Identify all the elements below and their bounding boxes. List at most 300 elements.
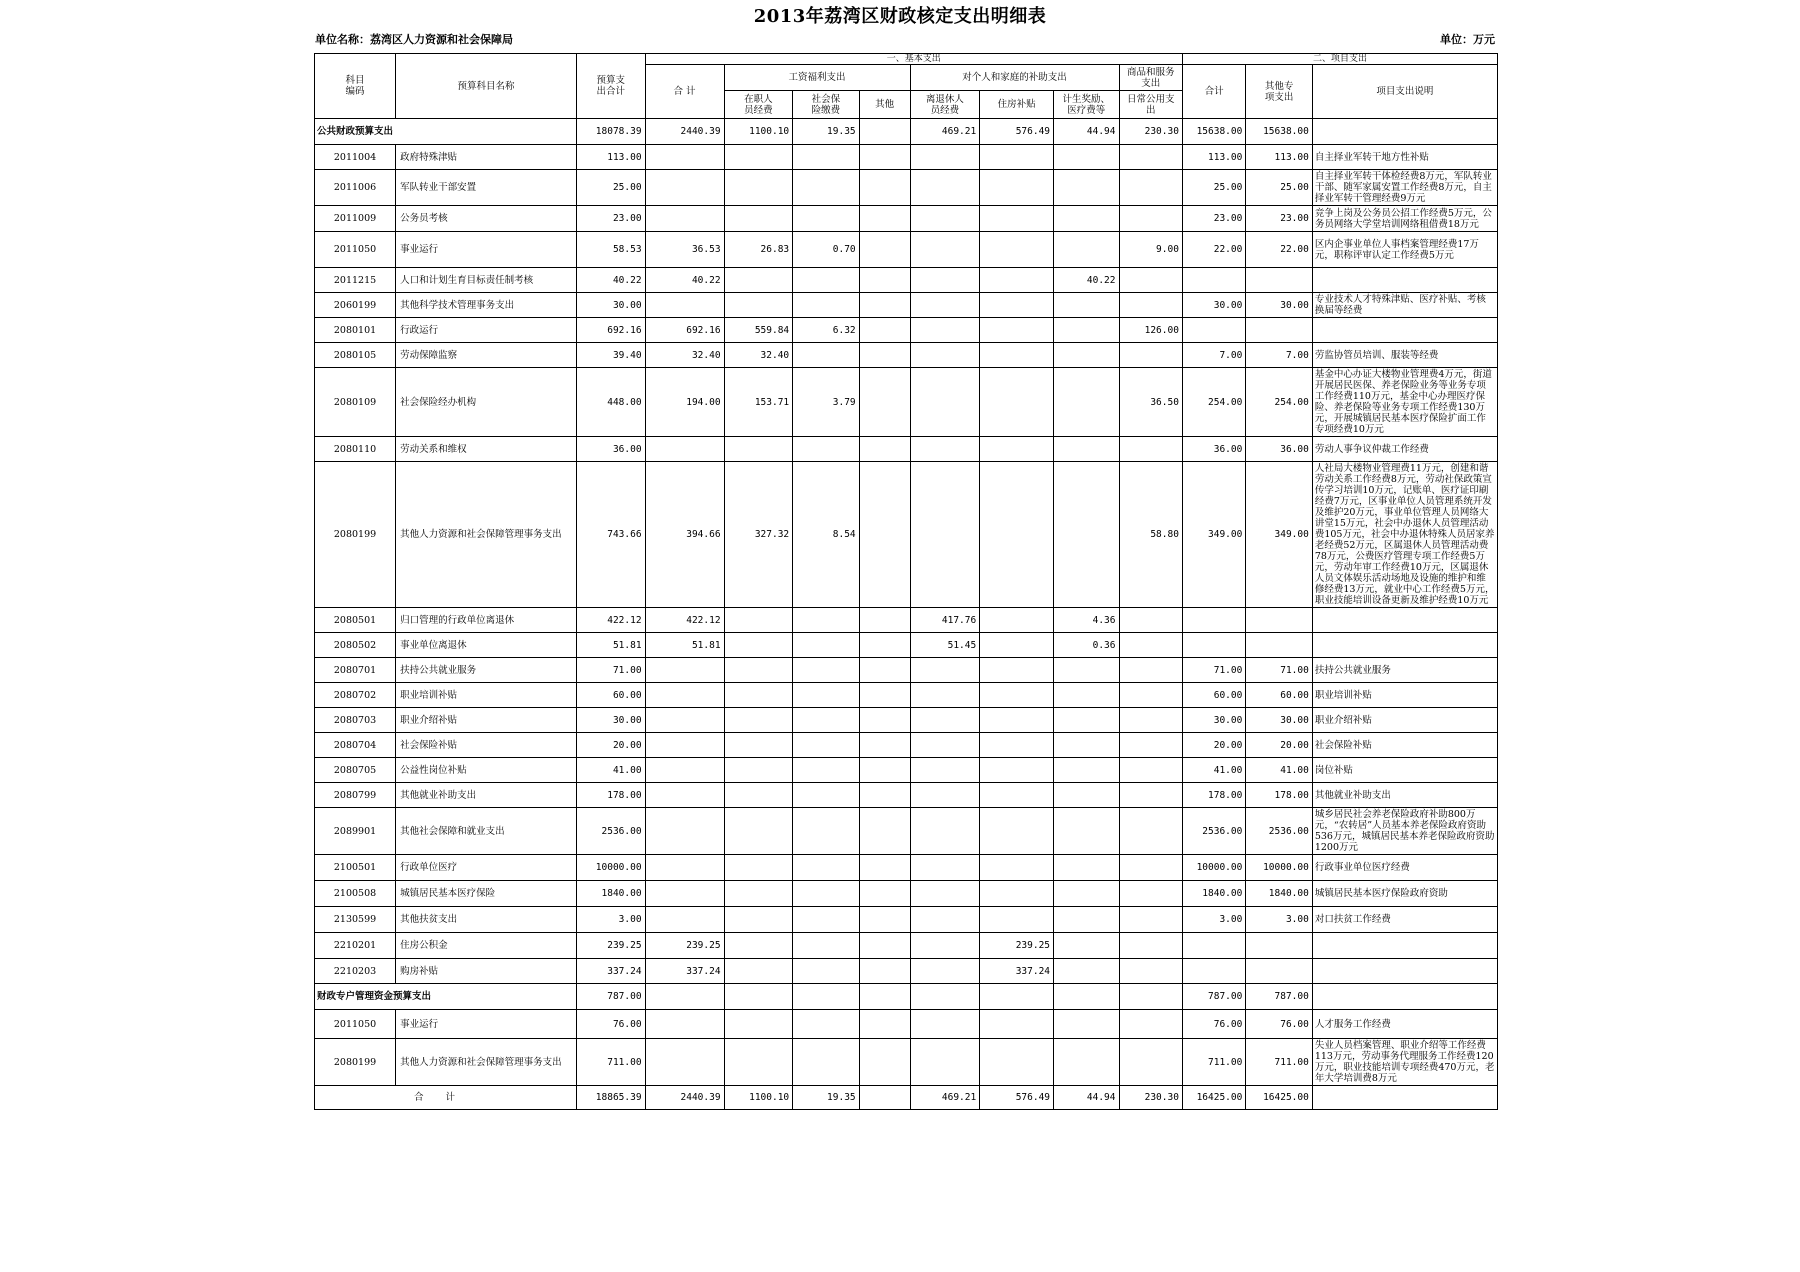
amount-cell [645,881,724,907]
amount-cell [910,462,980,608]
amount-cell [980,855,1054,881]
amount-cell [1054,783,1119,808]
table-row [315,959,1498,984]
amount-cell [910,907,980,933]
project-description-cell: 自主择业军转干体检经费8万元，军队转业干部、随军家属安置工作经费8万元，自主择业军转干管理经费9万元 [1312,170,1497,206]
subject-name: 购房补贴 [396,959,577,984]
amount-cell [724,658,793,683]
amount-cell: 113.00 [1182,145,1245,170]
project-description-cell [1312,984,1497,1010]
category-row [315,119,1498,145]
amount-cell: 422.12 [645,608,724,633]
subject-code: 2080105 [315,343,396,368]
amount-cell: 2536.00 [1182,808,1245,855]
amount-cell: 469.21 [910,119,980,145]
amount-cell [1119,783,1182,808]
amount-cell [645,437,724,462]
amount-cell [1119,633,1182,658]
subject-code: 2060199 [315,293,396,318]
amount-cell [645,206,724,232]
table-row [315,907,1498,933]
amount-cell [859,368,910,437]
amount-cell [859,1010,910,1039]
amount-cell: 16425.00 [1246,1086,1313,1110]
amount-cell [793,437,860,462]
table-row [315,343,1498,368]
amount-cell: 41.00 [576,758,645,783]
subject-name: 事业单位离退休 [396,633,577,658]
amount-cell [1246,933,1313,959]
amount-cell [910,343,980,368]
amount-cell: 559.84 [724,318,793,343]
amount-cell [793,683,860,708]
amount-cell: 18078.39 [576,119,645,145]
amount-cell: 51.81 [576,633,645,658]
amount-cell [910,268,980,293]
amount-cell [1119,170,1182,206]
subject-name: 其他扶贫支出 [396,907,577,933]
amount-cell [980,1039,1054,1086]
amount-cell: 23.00 [1182,206,1245,232]
amount-cell [859,984,910,1010]
subject-code: 2080199 [315,1039,396,1086]
table-row [315,437,1498,462]
amount-cell: 8.54 [793,462,860,608]
amount-cell: 2440.39 [645,119,724,145]
amount-cell [1119,437,1182,462]
amount-cell [724,1039,793,1086]
amount-cell [910,783,980,808]
amount-cell: 25.00 [1246,170,1313,206]
amount-cell [859,232,910,268]
amount-cell: 178.00 [576,783,645,808]
amount-cell [859,608,910,633]
amount-cell [910,758,980,783]
amount-cell: 3.00 [1246,907,1313,933]
table-row [315,708,1498,733]
project-description-cell: 职业培训补贴 [1312,683,1497,708]
amount-cell [724,959,793,984]
amount-cell: 71.00 [1182,658,1245,683]
project-description-cell: 岗位补贴 [1312,758,1497,783]
header-code: 科目 编码 [315,54,396,119]
project-description-cell: 城乡居民社会养老保险政府补助800万元，“农转居”人员基本养老保险政府资助536万元，城镇居民基本养老保险政府资助1200万元 [1312,808,1497,855]
amount-cell: 36.00 [1246,437,1313,462]
amount-cell [793,206,860,232]
subject-code: 2130599 [315,907,396,933]
amount-cell: 0.36 [1054,633,1119,658]
amount-cell: 1840.00 [576,881,645,907]
amount-cell: 40.22 [645,268,724,293]
project-description-cell: 人社局大楼物业管理费11万元，创建和谐劳动关系工作经费8万元，劳动社保政策宣传学习培训10万元，记账单、医疗证印刷经费7万元，区事业单位人员管理系统开发及维护20万元，事业单位管理人员网络大讲堂15万元，社会中办退休人员管理活动费105万元，社会中办退休特殊人员居家养老经费52万元，区属退休人员管理活动费78万元，公费医疗管理专项工作经费5万元，劳动年审工作经费10万元，区属退休人员文体娱乐活动场地及设施的维护和维修经费13万元，就业中心工作经费5万元，职业技能培训设备更新及维护经费10万元 [1312,462,1497,608]
amount-cell [859,268,910,293]
amount-cell [793,783,860,808]
amount-cell: 10000.00 [576,855,645,881]
project-description-cell: 行政事业单位医疗经费 [1312,855,1497,881]
amount-cell [724,933,793,959]
amount-cell [859,933,910,959]
header-project-other: 其他专 项支出 [1246,65,1313,119]
amount-cell [1246,268,1313,293]
amount-cell: 44.94 [1054,119,1119,145]
amount-cell: 787.00 [576,984,645,1010]
amount-cell [910,959,980,984]
subject-code: 2080501 [315,608,396,633]
subject-code: 2080502 [315,633,396,658]
amount-cell [645,984,724,1010]
amount-cell [859,959,910,984]
amount-cell [724,170,793,206]
amount-cell [724,758,793,783]
amount-cell [1119,608,1182,633]
project-description-cell [1312,633,1497,658]
table-row [315,293,1498,318]
amount-cell [859,437,910,462]
amount-cell: 7.00 [1182,343,1245,368]
subject-name: 政府特殊津贴 [396,145,577,170]
amount-cell [793,1039,860,1086]
amount-cell [793,293,860,318]
amount-cell [1119,907,1182,933]
amount-cell [1119,758,1182,783]
project-description-cell: 人才服务工作经费 [1312,1010,1497,1039]
project-description-cell: 城镇居民基本医疗保险政府资助 [1312,881,1497,907]
subject-name: 扶持公共就业服务 [396,658,577,683]
amount-cell [980,733,1054,758]
amount-cell: 76.00 [1246,1010,1313,1039]
amount-cell [910,206,980,232]
table-row [315,683,1498,708]
amount-cell: 469.21 [910,1086,980,1110]
amount-cell [1246,608,1313,633]
amount-cell [793,658,860,683]
subject-name: 事业运行 [396,232,577,268]
amount-cell [980,758,1054,783]
amount-cell [1182,268,1245,293]
amount-cell [859,783,910,808]
header-staff-cost: 在职人 员经费 [724,91,793,119]
subject-name: 其他科学技术管理事务支出 [396,293,577,318]
amount-cell [910,808,980,855]
project-description-cell [1312,119,1497,145]
amount-cell: 39.40 [576,343,645,368]
table-row [315,268,1498,293]
project-description-cell: 扶持公共就业服务 [1312,658,1497,683]
amount-cell [859,170,910,206]
subject-name: 公务员考核 [396,206,577,232]
amount-cell [645,733,724,758]
subject-code: 2080199 [315,462,396,608]
header-project-sum: 合计 [1182,65,1245,119]
amount-cell [910,170,980,206]
subject-code: 2080702 [315,683,396,708]
amount-cell [910,1039,980,1086]
project-description-cell: 基金中心办证大楼物业管理费4万元，街道开展居民医保、养老保险业务等业务专项工作经费110万元，基金中心办理医疗保险、养老保险等业务专项工作经费130万元，开展城镇居民基本医疗保险扩面工作专项经费10万元 [1312,368,1497,437]
amount-cell: 448.00 [576,368,645,437]
amount-cell: 1840.00 [1246,881,1313,907]
amount-cell: 3.00 [576,907,645,933]
header-social-insurance: 社会保 险缴费 [793,91,860,119]
amount-cell [724,1010,793,1039]
amount-cell: 22.00 [1246,232,1313,268]
table-row [315,658,1498,683]
header-other: 其他 [859,91,910,119]
amount-cell [980,170,1054,206]
amount-cell: 422.12 [576,608,645,633]
subject-code: 2080701 [315,658,396,683]
table-row [315,170,1498,206]
amount-cell: 126.00 [1119,318,1182,343]
subject-code: 2080109 [315,368,396,437]
amount-cell: 60.00 [1182,683,1245,708]
header-daily-public: 日常公用支 出 [1119,91,1182,119]
amount-cell: 15638.00 [1182,119,1245,145]
amount-cell: 2536.00 [576,808,645,855]
amount-cell [724,145,793,170]
category-label: 公共财政预算支出 [315,119,577,145]
amount-cell: 113.00 [1246,145,1313,170]
amount-cell [1054,232,1119,268]
amount-cell [910,368,980,437]
subject-code: 2080799 [315,783,396,808]
subject-code: 2011006 [315,170,396,206]
amount-cell [724,881,793,907]
amount-cell [1119,733,1182,758]
amount-cell [1182,933,1245,959]
amount-cell [980,783,1054,808]
amount-cell: 4.36 [1054,608,1119,633]
header-name: 预算科目名称 [396,54,577,119]
amount-cell [1119,343,1182,368]
subject-name: 职业培训补贴 [396,683,577,708]
amount-cell [980,318,1054,343]
table-row [315,368,1498,437]
amount-cell [724,206,793,232]
header-retiree-cost: 离退休人 员经费 [910,91,980,119]
amount-cell: 0.70 [793,232,860,268]
amount-cell [1054,343,1119,368]
amount-cell [1119,808,1182,855]
amount-cell: 20.00 [1246,733,1313,758]
project-description-cell: 劳监协管员培训、服装等经费 [1312,343,1497,368]
amount-cell [1182,318,1245,343]
amount-cell [793,733,860,758]
table-row [315,608,1498,633]
amount-cell [859,808,910,855]
amount-cell [910,318,980,343]
amount-cell [1119,145,1182,170]
amount-cell: 19.35 [793,119,860,145]
project-description-cell: 其他就业补助支出 [1312,783,1497,808]
amount-cell [1182,608,1245,633]
header-goods-services: 商品和服务 支出 [1119,65,1182,91]
amount-cell [793,268,860,293]
amount-cell: 239.25 [645,933,724,959]
amount-cell [1054,437,1119,462]
project-description-cell: 对口扶贫工作经费 [1312,907,1497,933]
subject-name: 其他就业补助支出 [396,783,577,808]
amount-cell: 178.00 [1182,783,1245,808]
amount-cell [1119,855,1182,881]
amount-cell [1119,708,1182,733]
amount-cell: 58.80 [1119,462,1182,608]
amount-cell: 692.16 [645,318,724,343]
amount-cell [1182,633,1245,658]
amount-cell [1119,959,1182,984]
amount-cell: 60.00 [576,683,645,708]
amount-cell [910,733,980,758]
amount-cell [859,318,910,343]
amount-cell: 23.00 [1246,206,1313,232]
amount-cell [645,1010,724,1039]
amount-cell [793,1010,860,1039]
project-description-cell [1312,608,1497,633]
subject-name: 其他人力资源和社会保障管理事务支出 [396,1039,577,1086]
amount-cell [793,855,860,881]
amount-cell [724,708,793,733]
amount-cell [859,633,910,658]
amount-cell: 76.00 [1182,1010,1245,1039]
amount-cell [1054,959,1119,984]
amount-cell [724,907,793,933]
subject-code: 2210203 [315,959,396,984]
subject-name: 归口管理的行政单位离退休 [396,608,577,633]
subject-name: 事业运行 [396,1010,577,1039]
amount-cell [645,1039,724,1086]
table-row [315,145,1498,170]
amount-cell [1054,808,1119,855]
amount-cell: 51.81 [645,633,724,658]
amount-cell [1054,1039,1119,1086]
amount-cell [1119,268,1182,293]
subject-code: 2011004 [315,145,396,170]
amount-cell [980,984,1054,1010]
amount-cell [1054,984,1119,1010]
amount-cell [724,808,793,855]
amount-cell [724,733,793,758]
amount-cell [859,1039,910,1086]
subject-code: 2080101 [315,318,396,343]
amount-cell [645,658,724,683]
amount-cell [1119,683,1182,708]
subject-name: 人口和计划生育目标责任制考核 [396,268,577,293]
amount-cell [980,808,1054,855]
amount-cell [980,683,1054,708]
amount-cell: 18865.39 [576,1086,645,1110]
amount-cell [910,232,980,268]
table-row [315,758,1498,783]
amount-cell [793,758,860,783]
amount-cell [645,145,724,170]
amount-cell [1182,959,1245,984]
amount-cell: 743.66 [576,462,645,608]
header-family-planning: 计生奖励、 医疗费等 [1054,91,1119,119]
amount-cell: 337.24 [645,959,724,984]
amount-cell [980,881,1054,907]
amount-cell: 58.53 [576,232,645,268]
amount-cell: 230.30 [1119,119,1182,145]
amount-cell: 178.00 [1246,783,1313,808]
header-basic-sum: 合 计 [645,65,724,119]
amount-cell: 113.00 [576,145,645,170]
amount-cell: 30.00 [1246,708,1313,733]
amount-cell: 711.00 [1182,1039,1245,1086]
table-row [315,232,1498,268]
amount-cell: 692.16 [576,318,645,343]
amount-cell [859,758,910,783]
amount-cell [724,268,793,293]
amount-cell: 6.32 [793,318,860,343]
amount-cell: 254.00 [1246,368,1313,437]
amount-cell [910,855,980,881]
amount-cell [980,658,1054,683]
amount-cell [724,855,793,881]
amount-cell [724,608,793,633]
amount-cell [859,733,910,758]
project-description-cell [1312,318,1497,343]
subject-code: 2011215 [315,268,396,293]
amount-cell [910,293,980,318]
amount-cell [1054,658,1119,683]
subject-name: 劳动关系和维权 [396,437,577,462]
amount-cell [1054,293,1119,318]
amount-cell: 40.22 [1054,268,1119,293]
amount-cell [645,293,724,318]
amount-cell [1119,658,1182,683]
subject-code: 2011009 [315,206,396,232]
subject-name: 职业介绍补贴 [396,708,577,733]
amount-cell: 2536.00 [1246,808,1313,855]
subject-name: 行政运行 [396,318,577,343]
amount-cell: 41.00 [1246,758,1313,783]
amount-cell: 36.50 [1119,368,1182,437]
header-budget-total: 预算支 出合计 [576,54,645,119]
table-row [315,783,1498,808]
amount-cell [1054,708,1119,733]
amount-cell [859,708,910,733]
amount-cell [910,683,980,708]
amount-cell: 711.00 [1246,1039,1313,1086]
amount-cell: 36.53 [645,232,724,268]
amount-cell [980,633,1054,658]
amount-cell: 7.00 [1246,343,1313,368]
amount-cell [645,170,724,206]
amount-cell [645,783,724,808]
subject-code: 2080705 [315,758,396,783]
table-row [315,808,1498,855]
amount-cell [1054,733,1119,758]
amount-cell: 349.00 [1246,462,1313,608]
amount-cell [910,658,980,683]
amount-cell [910,437,980,462]
subject-name: 军队转业干部安置 [396,170,577,206]
amount-cell: 254.00 [1182,368,1245,437]
project-description-cell [1312,1086,1497,1110]
amount-cell [793,907,860,933]
amount-cell [793,145,860,170]
currency-unit-label: 单位：万元 [1440,33,1495,46]
amount-cell [1246,633,1313,658]
amount-cell [910,708,980,733]
amount-cell: 51.45 [910,633,980,658]
subject-name: 其他社会保障和就业支出 [396,808,577,855]
amount-cell [980,1010,1054,1039]
amount-cell: 19.35 [793,1086,860,1110]
amount-cell: 327.32 [724,462,793,608]
subject-name: 公益性岗位补贴 [396,758,577,783]
table-row [315,206,1498,232]
amount-cell: 41.00 [1182,758,1245,783]
